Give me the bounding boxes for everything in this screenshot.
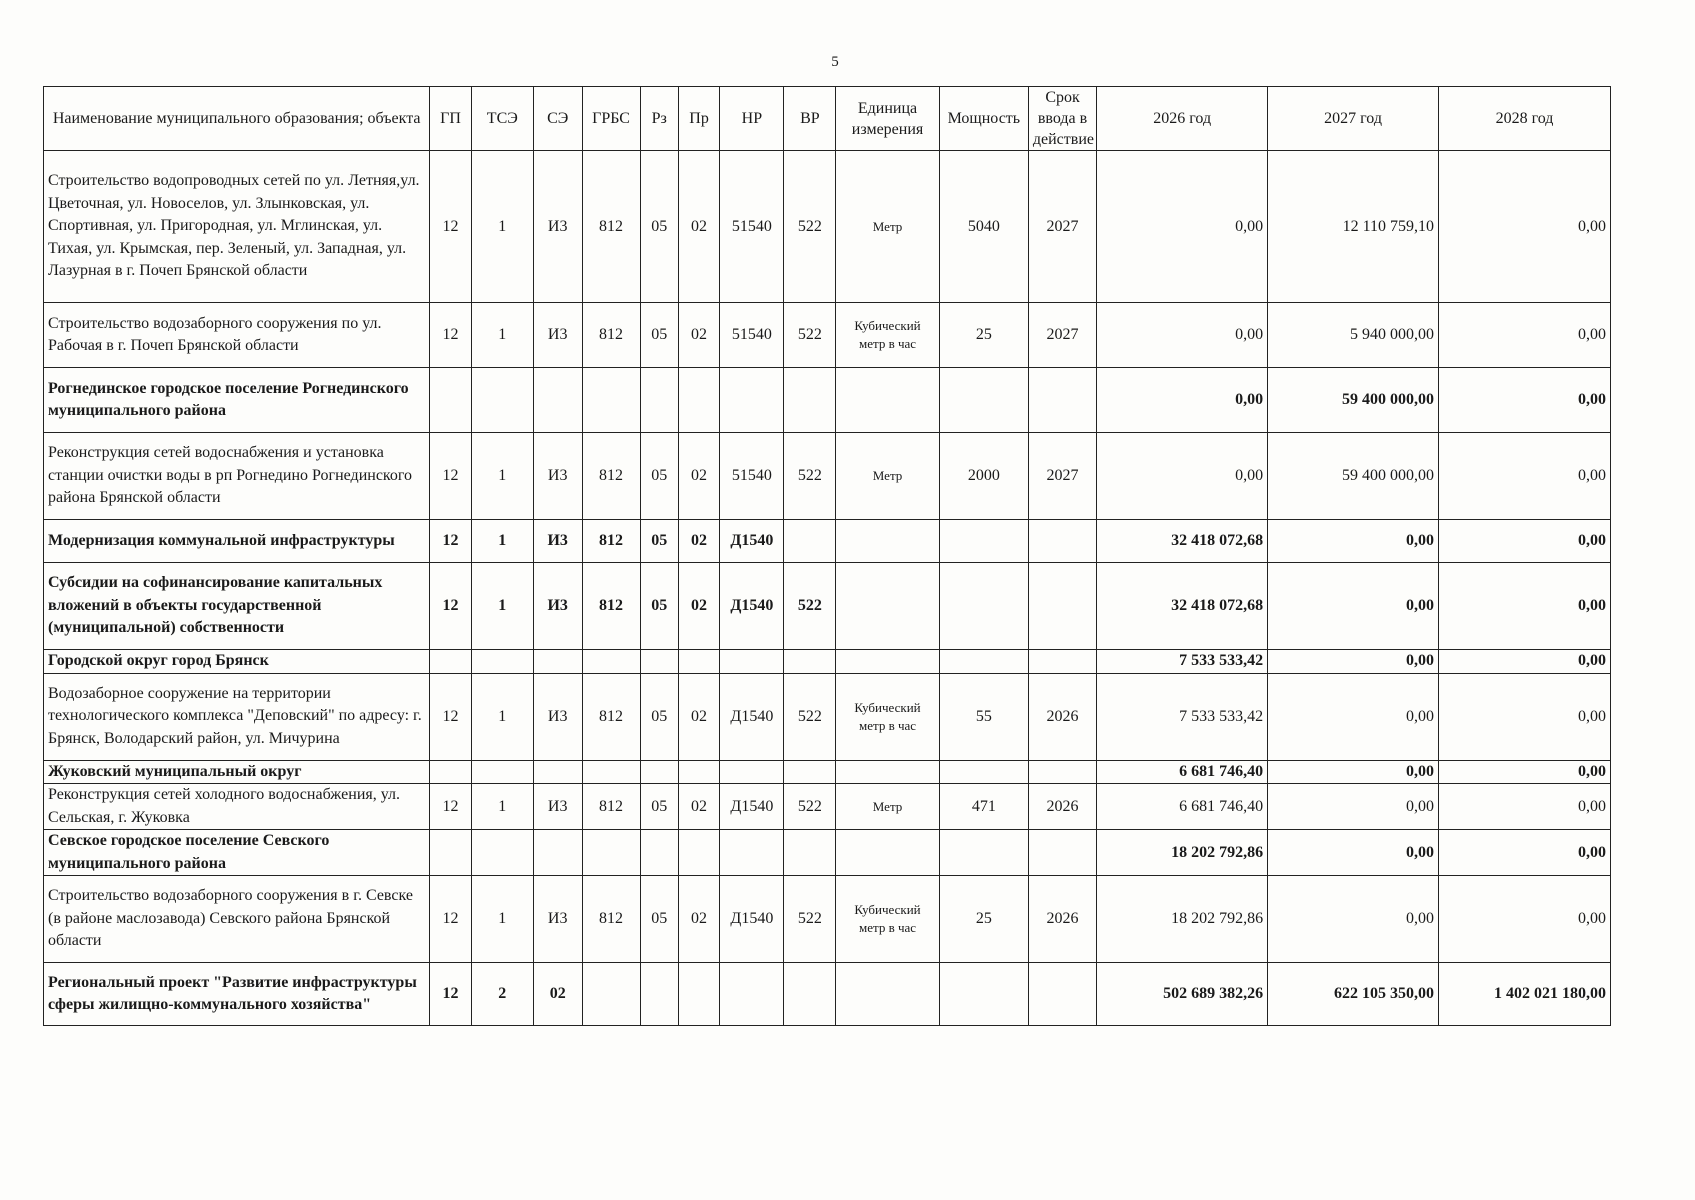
- vr-cell: 522: [784, 563, 836, 650]
- power-cell: [939, 963, 1028, 1026]
- amount-2028-cell: 0,00: [1438, 784, 1610, 830]
- col-header-tse: ТСЭ: [471, 87, 533, 151]
- col-header-unit: Единица измерения: [836, 87, 940, 151]
- tse-cell: 1: [471, 151, 533, 303]
- nr-cell: Д1540: [720, 876, 784, 963]
- amount-2027-cell: 0,00: [1268, 760, 1439, 784]
- grbs-cell: 812: [582, 520, 640, 563]
- col-header-2027: 2027 год: [1268, 87, 1439, 151]
- gp-cell: 12: [430, 303, 471, 368]
- col-header-name: Наименование муниципального образования; объекта: [44, 87, 430, 151]
- object-name: Водозаборное сооружение на территории технологического комплекса "Деповский" по адресу: г. Брянск, Володарский район, ул. Мичурина: [44, 673, 430, 760]
- se-cell: И3: [533, 673, 582, 760]
- vr-cell: [784, 368, 836, 433]
- object-name: Рогнединское городское поселение Рогнединского муниципального района: [44, 368, 430, 433]
- nr-cell: 51540: [720, 151, 784, 303]
- tse-cell: 1: [471, 563, 533, 650]
- se-cell: И3: [533, 520, 582, 563]
- nr-cell: Д1540: [720, 784, 784, 830]
- amount-2028-cell: 0,00: [1438, 563, 1610, 650]
- grbs-cell: 812: [582, 784, 640, 830]
- amount-2028-cell: 0,00: [1438, 433, 1610, 520]
- amount-2028-cell: 0,00: [1438, 673, 1610, 760]
- power-cell: 55: [939, 673, 1028, 760]
- unit-cell: Кубический метр в час: [836, 876, 940, 963]
- col-header-pr: Пр: [678, 87, 719, 151]
- table-row: [44, 673, 1611, 760]
- object-name: Реконструкция сетей водоснабжения и установка станции очистки воды в рп Рогнедино Рогнединского района Брянской области: [44, 433, 430, 520]
- table-row: [44, 760, 1611, 784]
- gp-cell: 12: [430, 151, 471, 303]
- tse-cell: [471, 650, 533, 674]
- col-header-nr: НР: [720, 87, 784, 151]
- deadline-cell: [1028, 520, 1096, 563]
- nr-cell: [720, 650, 784, 674]
- table-row: [44, 784, 1611, 830]
- pr-cell: 02: [678, 876, 719, 963]
- table-row: [44, 963, 1611, 1026]
- amount-2028-cell: 0,00: [1438, 151, 1610, 303]
- vr-cell: [784, 650, 836, 674]
- se-cell: [533, 760, 582, 784]
- col-header-power: Мощность: [939, 87, 1028, 151]
- col-header-grbs: ГРБС: [582, 87, 640, 151]
- tse-cell: 1: [471, 433, 533, 520]
- deadline-cell: 2027: [1028, 151, 1096, 303]
- grbs-cell: 812: [582, 303, 640, 368]
- header-row: [44, 87, 1611, 151]
- amount-2027-cell: 0,00: [1268, 563, 1439, 650]
- power-cell: [939, 650, 1028, 674]
- se-cell: И3: [533, 563, 582, 650]
- amount-2028-cell: 0,00: [1438, 760, 1610, 784]
- power-cell: 471: [939, 784, 1028, 830]
- gp-cell: 12: [430, 963, 471, 1026]
- pr-cell: [678, 963, 719, 1026]
- power-cell: 5040: [939, 151, 1028, 303]
- table-row: [44, 650, 1611, 674]
- se-cell: И3: [533, 784, 582, 830]
- vr-cell: 522: [784, 673, 836, 760]
- grbs-cell: 812: [582, 673, 640, 760]
- grbs-cell: [582, 963, 640, 1026]
- amount-2026-cell: 18 202 792,86: [1097, 830, 1268, 876]
- pr-cell: [678, 760, 719, 784]
- pr-cell: 02: [678, 433, 719, 520]
- rz-cell: 05: [640, 673, 678, 760]
- pr-cell: 02: [678, 151, 719, 303]
- unit-cell: [836, 368, 940, 433]
- object-name: Городской округ город Брянск: [44, 650, 430, 674]
- gp-cell: 12: [430, 433, 471, 520]
- nr-cell: 51540: [720, 433, 784, 520]
- amount-2028-cell: 0,00: [1438, 520, 1610, 563]
- tse-cell: 1: [471, 303, 533, 368]
- deadline-cell: 2026: [1028, 876, 1096, 963]
- vr-cell: [784, 760, 836, 784]
- tse-cell: 1: [471, 520, 533, 563]
- table-row: [44, 151, 1611, 303]
- unit-cell: [836, 563, 940, 650]
- power-cell: [939, 830, 1028, 876]
- amount-2027-cell: 0,00: [1268, 830, 1439, 876]
- vr-cell: [784, 520, 836, 563]
- gp-cell: 12: [430, 563, 471, 650]
- grbs-cell: [582, 650, 640, 674]
- amount-2028-cell: 0,00: [1438, 876, 1610, 963]
- rz-cell: 05: [640, 520, 678, 563]
- tse-cell: [471, 830, 533, 876]
- se-cell: [533, 368, 582, 433]
- power-cell: 25: [939, 876, 1028, 963]
- grbs-cell: 812: [582, 433, 640, 520]
- tse-cell: 2: [471, 963, 533, 1026]
- rz-cell: [640, 760, 678, 784]
- rz-cell: 05: [640, 303, 678, 368]
- amount-2027-cell: 0,00: [1268, 876, 1439, 963]
- vr-cell: [784, 963, 836, 1026]
- budget-table: [43, 86, 1611, 1026]
- object-name: Модернизация коммунальной инфраструктуры: [44, 520, 430, 563]
- vr-cell: 522: [784, 433, 836, 520]
- pr-cell: [678, 830, 719, 876]
- amount-2027-cell: 12 110 759,10: [1268, 151, 1439, 303]
- amount-2026-cell: 502 689 382,26: [1097, 963, 1268, 1026]
- unit-cell: [836, 830, 940, 876]
- rz-cell: [640, 368, 678, 433]
- amount-2026-cell: 7 533 533,42: [1097, 650, 1268, 674]
- amount-2027-cell: 0,00: [1268, 520, 1439, 563]
- amount-2028-cell: 0,00: [1438, 303, 1610, 368]
- grbs-cell: [582, 830, 640, 876]
- deadline-cell: [1028, 830, 1096, 876]
- gp-cell: 12: [430, 520, 471, 563]
- se-cell: И3: [533, 303, 582, 368]
- unit-cell: [836, 520, 940, 563]
- pr-cell: 02: [678, 673, 719, 760]
- deadline-cell: 2026: [1028, 673, 1096, 760]
- pr-cell: 02: [678, 563, 719, 650]
- amount-2026-cell: 0,00: [1097, 433, 1268, 520]
- amount-2028-cell: 0,00: [1438, 830, 1610, 876]
- rz-cell: 05: [640, 151, 678, 303]
- vr-cell: 522: [784, 151, 836, 303]
- amount-2027-cell: 0,00: [1268, 673, 1439, 760]
- nr-cell: Д1540: [720, 673, 784, 760]
- nr-cell: Д1540: [720, 520, 784, 563]
- tse-cell: 1: [471, 784, 533, 830]
- col-header-gp: ГП: [430, 87, 471, 151]
- object-name: Субсидии на софинансирование капитальных вложений в объекты государственной (муниципальной) собственности: [44, 563, 430, 650]
- unit-cell: Метр: [836, 433, 940, 520]
- table-row: [44, 563, 1611, 650]
- amount-2026-cell: 0,00: [1097, 151, 1268, 303]
- amount-2027-cell: 59 400 000,00: [1268, 433, 1439, 520]
- pr-cell: 02: [678, 784, 719, 830]
- unit-cell: Метр: [836, 151, 940, 303]
- amount-2027-cell: 59 400 000,00: [1268, 368, 1439, 433]
- amount-2027-cell: 0,00: [1268, 650, 1439, 674]
- deadline-cell: [1028, 563, 1096, 650]
- pr-cell: [678, 368, 719, 433]
- object-name: Реконструкция сетей холодного водоснабжения, ул. Сельская, г. Жуковка: [44, 784, 430, 830]
- nr-cell: [720, 368, 784, 433]
- table-row: [44, 876, 1611, 963]
- pr-cell: 02: [678, 303, 719, 368]
- vr-cell: 522: [784, 876, 836, 963]
- unit-cell: [836, 963, 940, 1026]
- unit-cell: [836, 650, 940, 674]
- se-cell: И3: [533, 876, 582, 963]
- rz-cell: 05: [640, 784, 678, 830]
- power-cell: [939, 520, 1028, 563]
- rz-cell: [640, 830, 678, 876]
- pr-cell: 02: [678, 520, 719, 563]
- unit-cell: Кубический метр в час: [836, 673, 940, 760]
- unit-cell: [836, 760, 940, 784]
- se-cell: И3: [533, 433, 582, 520]
- amount-2026-cell: 6 681 746,40: [1097, 784, 1268, 830]
- amount-2026-cell: 6 681 746,40: [1097, 760, 1268, 784]
- amount-2027-cell: 5 940 000,00: [1268, 303, 1439, 368]
- table-row: [44, 303, 1611, 368]
- power-cell: 2000: [939, 433, 1028, 520]
- vr-cell: 522: [784, 784, 836, 830]
- object-name: Жуковский муниципальный округ: [44, 760, 430, 784]
- amount-2028-cell: 0,00: [1438, 368, 1610, 433]
- power-cell: 25: [939, 303, 1028, 368]
- nr-cell: [720, 963, 784, 1026]
- col-header-2026: 2026 год: [1097, 87, 1268, 151]
- unit-cell: Кубический метр в час: [836, 303, 940, 368]
- table-row: [44, 830, 1611, 876]
- deadline-cell: [1028, 963, 1096, 1026]
- se-cell: [533, 650, 582, 674]
- power-cell: [939, 563, 1028, 650]
- table-row: [44, 368, 1611, 433]
- vr-cell: [784, 830, 836, 876]
- grbs-cell: 812: [582, 876, 640, 963]
- gp-cell: [430, 830, 471, 876]
- unit-cell: Метр: [836, 784, 940, 830]
- tse-cell: [471, 368, 533, 433]
- table-row: [44, 433, 1611, 520]
- col-header-rz: Рз: [640, 87, 678, 151]
- object-name: Региональный проект "Развитие инфраструктуры сферы жилищно-коммунального хозяйства": [44, 963, 430, 1026]
- power-cell: [939, 760, 1028, 784]
- page-number: 5: [831, 54, 839, 70]
- pr-cell: [678, 650, 719, 674]
- deadline-cell: 2026: [1028, 784, 1096, 830]
- col-header-se: СЭ: [533, 87, 582, 151]
- se-cell: 02: [533, 963, 582, 1026]
- col-header-2028: 2028 год: [1438, 87, 1610, 151]
- object-name: Строительство водопроводных сетей по ул. Летняя,ул. Цветочная, ул. Новоселов, ул. Злынковская, ул. Спортивная, ул. Пригородная, ул. Мглинская, ул. Тихая, ул. Крымская, пер. Зеленый, ул. Западная, ул. Лазурная в г. Почеп Брянской области: [44, 151, 430, 303]
- amount-2027-cell: 622 105 350,00: [1268, 963, 1439, 1026]
- amount-2026-cell: 18 202 792,86: [1097, 876, 1268, 963]
- vr-cell: 522: [784, 303, 836, 368]
- rz-cell: 05: [640, 563, 678, 650]
- nr-cell: [720, 760, 784, 784]
- rz-cell: [640, 963, 678, 1026]
- nr-cell: [720, 830, 784, 876]
- col-header-vr: ВР: [784, 87, 836, 151]
- gp-cell: [430, 650, 471, 674]
- gp-cell: 12: [430, 784, 471, 830]
- nr-cell: Д1540: [720, 563, 784, 650]
- rz-cell: 05: [640, 876, 678, 963]
- rz-cell: 05: [640, 433, 678, 520]
- grbs-cell: 812: [582, 151, 640, 303]
- deadline-cell: [1028, 760, 1096, 784]
- amount-2026-cell: 0,00: [1097, 303, 1268, 368]
- amount-2026-cell: 32 418 072,68: [1097, 520, 1268, 563]
- object-name: Севское городское поселение Севского муниципального района: [44, 830, 430, 876]
- grbs-cell: [582, 368, 640, 433]
- se-cell: И3: [533, 151, 582, 303]
- gp-cell: 12: [430, 876, 471, 963]
- power-cell: [939, 368, 1028, 433]
- tse-cell: [471, 760, 533, 784]
- se-cell: [533, 830, 582, 876]
- deadline-cell: 2027: [1028, 303, 1096, 368]
- deadline-cell: 2027: [1028, 433, 1096, 520]
- rz-cell: [640, 650, 678, 674]
- object-name: Строительство водозаборного сооружения по ул. Рабочая в г. Почеп Брянской области: [44, 303, 430, 368]
- gp-cell: [430, 368, 471, 433]
- gp-cell: 12: [430, 673, 471, 760]
- tse-cell: 1: [471, 876, 533, 963]
- amount-2026-cell: 32 418 072,68: [1097, 563, 1268, 650]
- col-header-deadline: Срок ввода в действие: [1028, 87, 1096, 151]
- tse-cell: 1: [471, 673, 533, 760]
- deadline-cell: [1028, 368, 1096, 433]
- amount-2027-cell: 0,00: [1268, 784, 1439, 830]
- table-row: [44, 520, 1611, 563]
- grbs-cell: [582, 760, 640, 784]
- nr-cell: 51540: [720, 303, 784, 368]
- deadline-cell: [1028, 650, 1096, 674]
- amount-2028-cell: 0,00: [1438, 650, 1610, 674]
- amount-2028-cell: 1 402 021 180,00: [1438, 963, 1610, 1026]
- amount-2026-cell: 0,00: [1097, 368, 1268, 433]
- object-name: Строительство водозаборного сооружения в г. Севске (в районе маслозавода) Севского района Брянской области: [44, 876, 430, 963]
- gp-cell: [430, 760, 471, 784]
- amount-2026-cell: 7 533 533,42: [1097, 673, 1268, 760]
- grbs-cell: 812: [582, 563, 640, 650]
